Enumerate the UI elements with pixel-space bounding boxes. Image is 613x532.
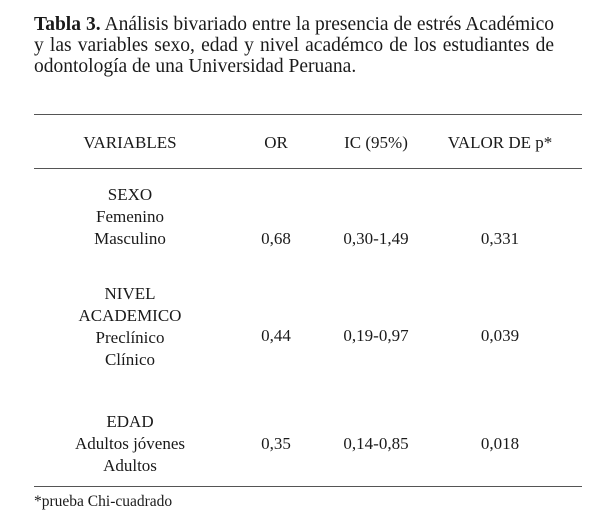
table-top-rule <box>34 114 582 115</box>
table-caption <box>34 14 554 77</box>
header-or: OR <box>264 133 288 152</box>
cell-ic: 0,30-1,49 <box>343 229 409 248</box>
variable-line: SEXO <box>107 185 153 204</box>
variable-line: EDAD <box>106 412 154 431</box>
variable-line: Preclínico <box>95 328 165 347</box>
cell-or: 0,44 <box>261 326 291 345</box>
cell-or: 0,35 <box>261 434 291 453</box>
table-caption-label: Tabla 3. <box>34 14 101 35</box>
table-caption-text: Análisis bivariado entre la presencia de estrés Académico y las variables sexo, edad y nivel académco de los estudiantes de odontología de una Universidad Peruana. <box>34 14 554 77</box>
header-variables: VARIABLES <box>83 133 177 152</box>
variable-line: Masculino <box>94 229 166 248</box>
cell-ic: 0,14-0,85 <box>343 434 409 453</box>
variable-line: Adultos jóvenes <box>74 434 186 453</box>
variable-line: Adultos <box>103 456 157 475</box>
cell-ic: 0,19-0,97 <box>343 326 409 345</box>
variable-line: NIVEL <box>104 284 156 303</box>
cell-or: 0,68 <box>261 229 291 248</box>
variable-line: Clínico <box>104 350 156 369</box>
cell-p-value: 0,331 <box>480 229 520 248</box>
cell-p-value: 0,039 <box>480 326 520 345</box>
table-footnote: *prueba Chi-cuadrado <box>34 493 173 510</box>
table-bottom-rule <box>34 486 582 487</box>
table-row-nivel-variable <box>40 283 220 371</box>
table-row-edad-variable <box>40 411 220 477</box>
header-bottom-rule <box>34 168 582 169</box>
header-p-value: VALOR DE p* <box>447 133 553 152</box>
variable-line: ACADEMICO <box>78 306 182 325</box>
header-ic: IC (95%) <box>344 133 408 152</box>
table-row-sexo-variable <box>40 184 220 250</box>
cell-p-value: 0,018 <box>480 434 520 453</box>
variable-line: Femenino <box>96 207 164 226</box>
